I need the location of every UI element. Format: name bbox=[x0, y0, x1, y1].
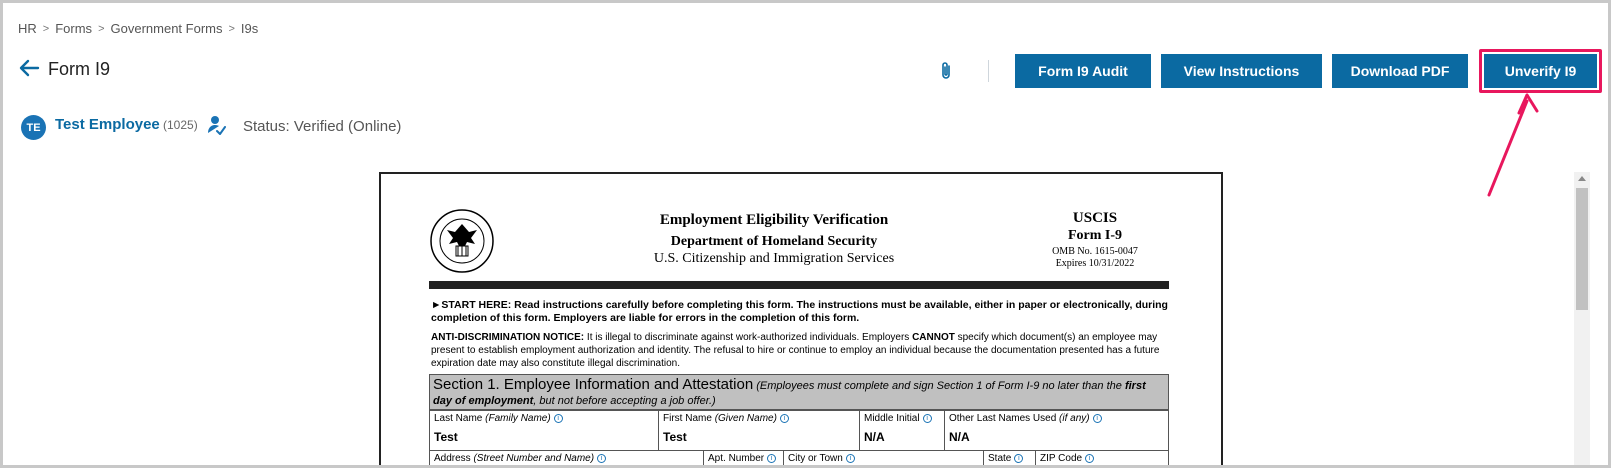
city-field[interactable] bbox=[784, 451, 984, 468]
document-agency: U.S. Citizenship and Immigration Services bbox=[653, 251, 895, 266]
field-label: ZIP Code bbox=[1040, 453, 1083, 464]
document-department: Department of Homeland Security bbox=[670, 234, 878, 249]
breadcrumb-government-forms[interactable]: Government Forms bbox=[110, 21, 223, 36]
arrow-left-icon[interactable] bbox=[18, 57, 40, 79]
info-icon[interactable]: i bbox=[1093, 414, 1102, 423]
form-id-block bbox=[1036, 210, 1154, 269]
field-label: Middle Initial bbox=[864, 413, 920, 424]
info-icon[interactable]: i bbox=[1085, 454, 1094, 463]
field-label: First Name bbox=[663, 413, 712, 424]
section1-bold: first day of employment bbox=[433, 380, 1146, 407]
toolbar-divider bbox=[988, 60, 989, 82]
breadcrumb-forms[interactable]: Forms bbox=[55, 21, 93, 36]
field-hint: (Family Name) bbox=[485, 413, 551, 424]
breadcrumb-separator: > bbox=[228, 22, 235, 35]
section1-note-1: (Employees must complete and sign Section 1 of Form I-9 no later than the bbox=[753, 380, 1125, 392]
status-text: Status: Verified (Online) bbox=[243, 118, 402, 135]
anti-discrimination-notice bbox=[431, 331, 1171, 370]
scroll-thumb[interactable] bbox=[1576, 188, 1588, 310]
field-row bbox=[430, 411, 1168, 451]
address-field[interactable] bbox=[430, 451, 704, 468]
employee-name-link[interactable]: Test Employee bbox=[55, 116, 160, 133]
document-viewer bbox=[379, 172, 1223, 468]
info-icon[interactable]: i bbox=[767, 454, 776, 463]
paperclip-icon[interactable] bbox=[937, 60, 955, 82]
breadcrumb-separator: > bbox=[42, 22, 50, 35]
view-instructions-button[interactable]: View Instructions bbox=[1161, 54, 1322, 88]
anti-cannot: CANNOT bbox=[912, 332, 955, 343]
breadcrumb bbox=[18, 21, 258, 36]
field-value: Test bbox=[434, 430, 458, 444]
anti-text-1: It is illegal to discriminate against work-authorized individuals. Employers bbox=[584, 332, 913, 343]
expiration-date: Expires 10/31/2022 bbox=[1055, 258, 1135, 269]
scroll-up-icon[interactable] bbox=[1578, 176, 1586, 181]
start-here-notice: ►START HERE: Read instructions carefully before completing this form. The instructions must be available, either in paper or electronically, during completion of this form. Employers are liable for errors in the completion of this form. bbox=[431, 299, 1168, 324]
field-hint: (Street Number and Name) bbox=[473, 453, 595, 464]
other-last-names-field[interactable] bbox=[945, 411, 1168, 450]
field-row bbox=[430, 451, 1168, 468]
info-icon[interactable]: i bbox=[923, 414, 932, 423]
apt-number-field[interactable] bbox=[704, 451, 784, 468]
section1-title: Section 1. Employee Information and Attestation bbox=[433, 376, 754, 393]
info-icon[interactable]: i bbox=[846, 454, 855, 463]
state-field[interactable] bbox=[984, 451, 1036, 468]
avatar: TE bbox=[21, 115, 46, 140]
document-scrollbar[interactable] bbox=[1574, 172, 1590, 468]
field-label: Last Name bbox=[434, 413, 483, 424]
field-value: N/A bbox=[864, 430, 885, 444]
section1-fields bbox=[429, 410, 1169, 468]
field-hint: (Given Name) bbox=[714, 413, 777, 424]
middle-initial-field[interactable] bbox=[860, 411, 945, 450]
field-value: Test bbox=[663, 430, 687, 444]
uscis-label: USCIS bbox=[1072, 210, 1118, 226]
breadcrumb-hr[interactable]: HR bbox=[18, 21, 37, 36]
form-i9-audit-button[interactable]: Form I9 Audit bbox=[1015, 54, 1151, 88]
field-value: N/A bbox=[949, 430, 970, 444]
field-label: Other Last Names Used bbox=[949, 413, 1057, 424]
user-check-icon[interactable] bbox=[206, 114, 226, 136]
employee-id: (1025) bbox=[163, 118, 198, 132]
section1-header bbox=[429, 374, 1169, 410]
info-icon[interactable]: i bbox=[597, 454, 606, 463]
omb-number: OMB No. 1615-0047 bbox=[1052, 246, 1138, 257]
anti-label: ANTI-DISCRIMINATION NOTICE: bbox=[431, 332, 585, 343]
last-name-field[interactable] bbox=[430, 411, 659, 450]
section1-note-2: , but not before accepting a job offer.) bbox=[533, 395, 716, 407]
field-hint: (if any) bbox=[1059, 413, 1090, 424]
info-icon[interactable]: i bbox=[1014, 454, 1023, 463]
heading-divider bbox=[429, 281, 1169, 289]
field-label: State bbox=[988, 453, 1012, 464]
page-title: Form I9 bbox=[48, 59, 111, 79]
download-pdf-button[interactable]: Download PDF bbox=[1332, 54, 1468, 88]
form-number: Form I-9 bbox=[1067, 228, 1123, 243]
anti-text-2: specify which document(s) an employee may present to establish employment authorization and identity. The refusal to hire or continue to employ an individual because the documentation presented has a future expiration date may also constitute illegal discrimination. bbox=[431, 332, 1160, 369]
dhs-seal-icon bbox=[429, 208, 495, 274]
unverify-i9-button[interactable]: Unverify I9 bbox=[1484, 54, 1597, 88]
document-heading bbox=[609, 212, 939, 267]
annotation-arrow-icon bbox=[1483, 91, 1563, 201]
field-label: Address bbox=[434, 453, 471, 464]
info-icon[interactable]: i bbox=[780, 414, 789, 423]
first-name-field[interactable] bbox=[659, 411, 860, 450]
info-icon[interactable]: i bbox=[554, 414, 563, 423]
field-label: City or Town bbox=[788, 453, 843, 464]
zip-code-field[interactable] bbox=[1036, 451, 1168, 468]
breadcrumb-i9s[interactable]: I9s bbox=[240, 21, 259, 36]
breadcrumb-separator: > bbox=[98, 22, 105, 35]
document-title: Employment Eligibility Verification bbox=[659, 212, 889, 228]
field-label: Apt. Number bbox=[708, 453, 765, 464]
